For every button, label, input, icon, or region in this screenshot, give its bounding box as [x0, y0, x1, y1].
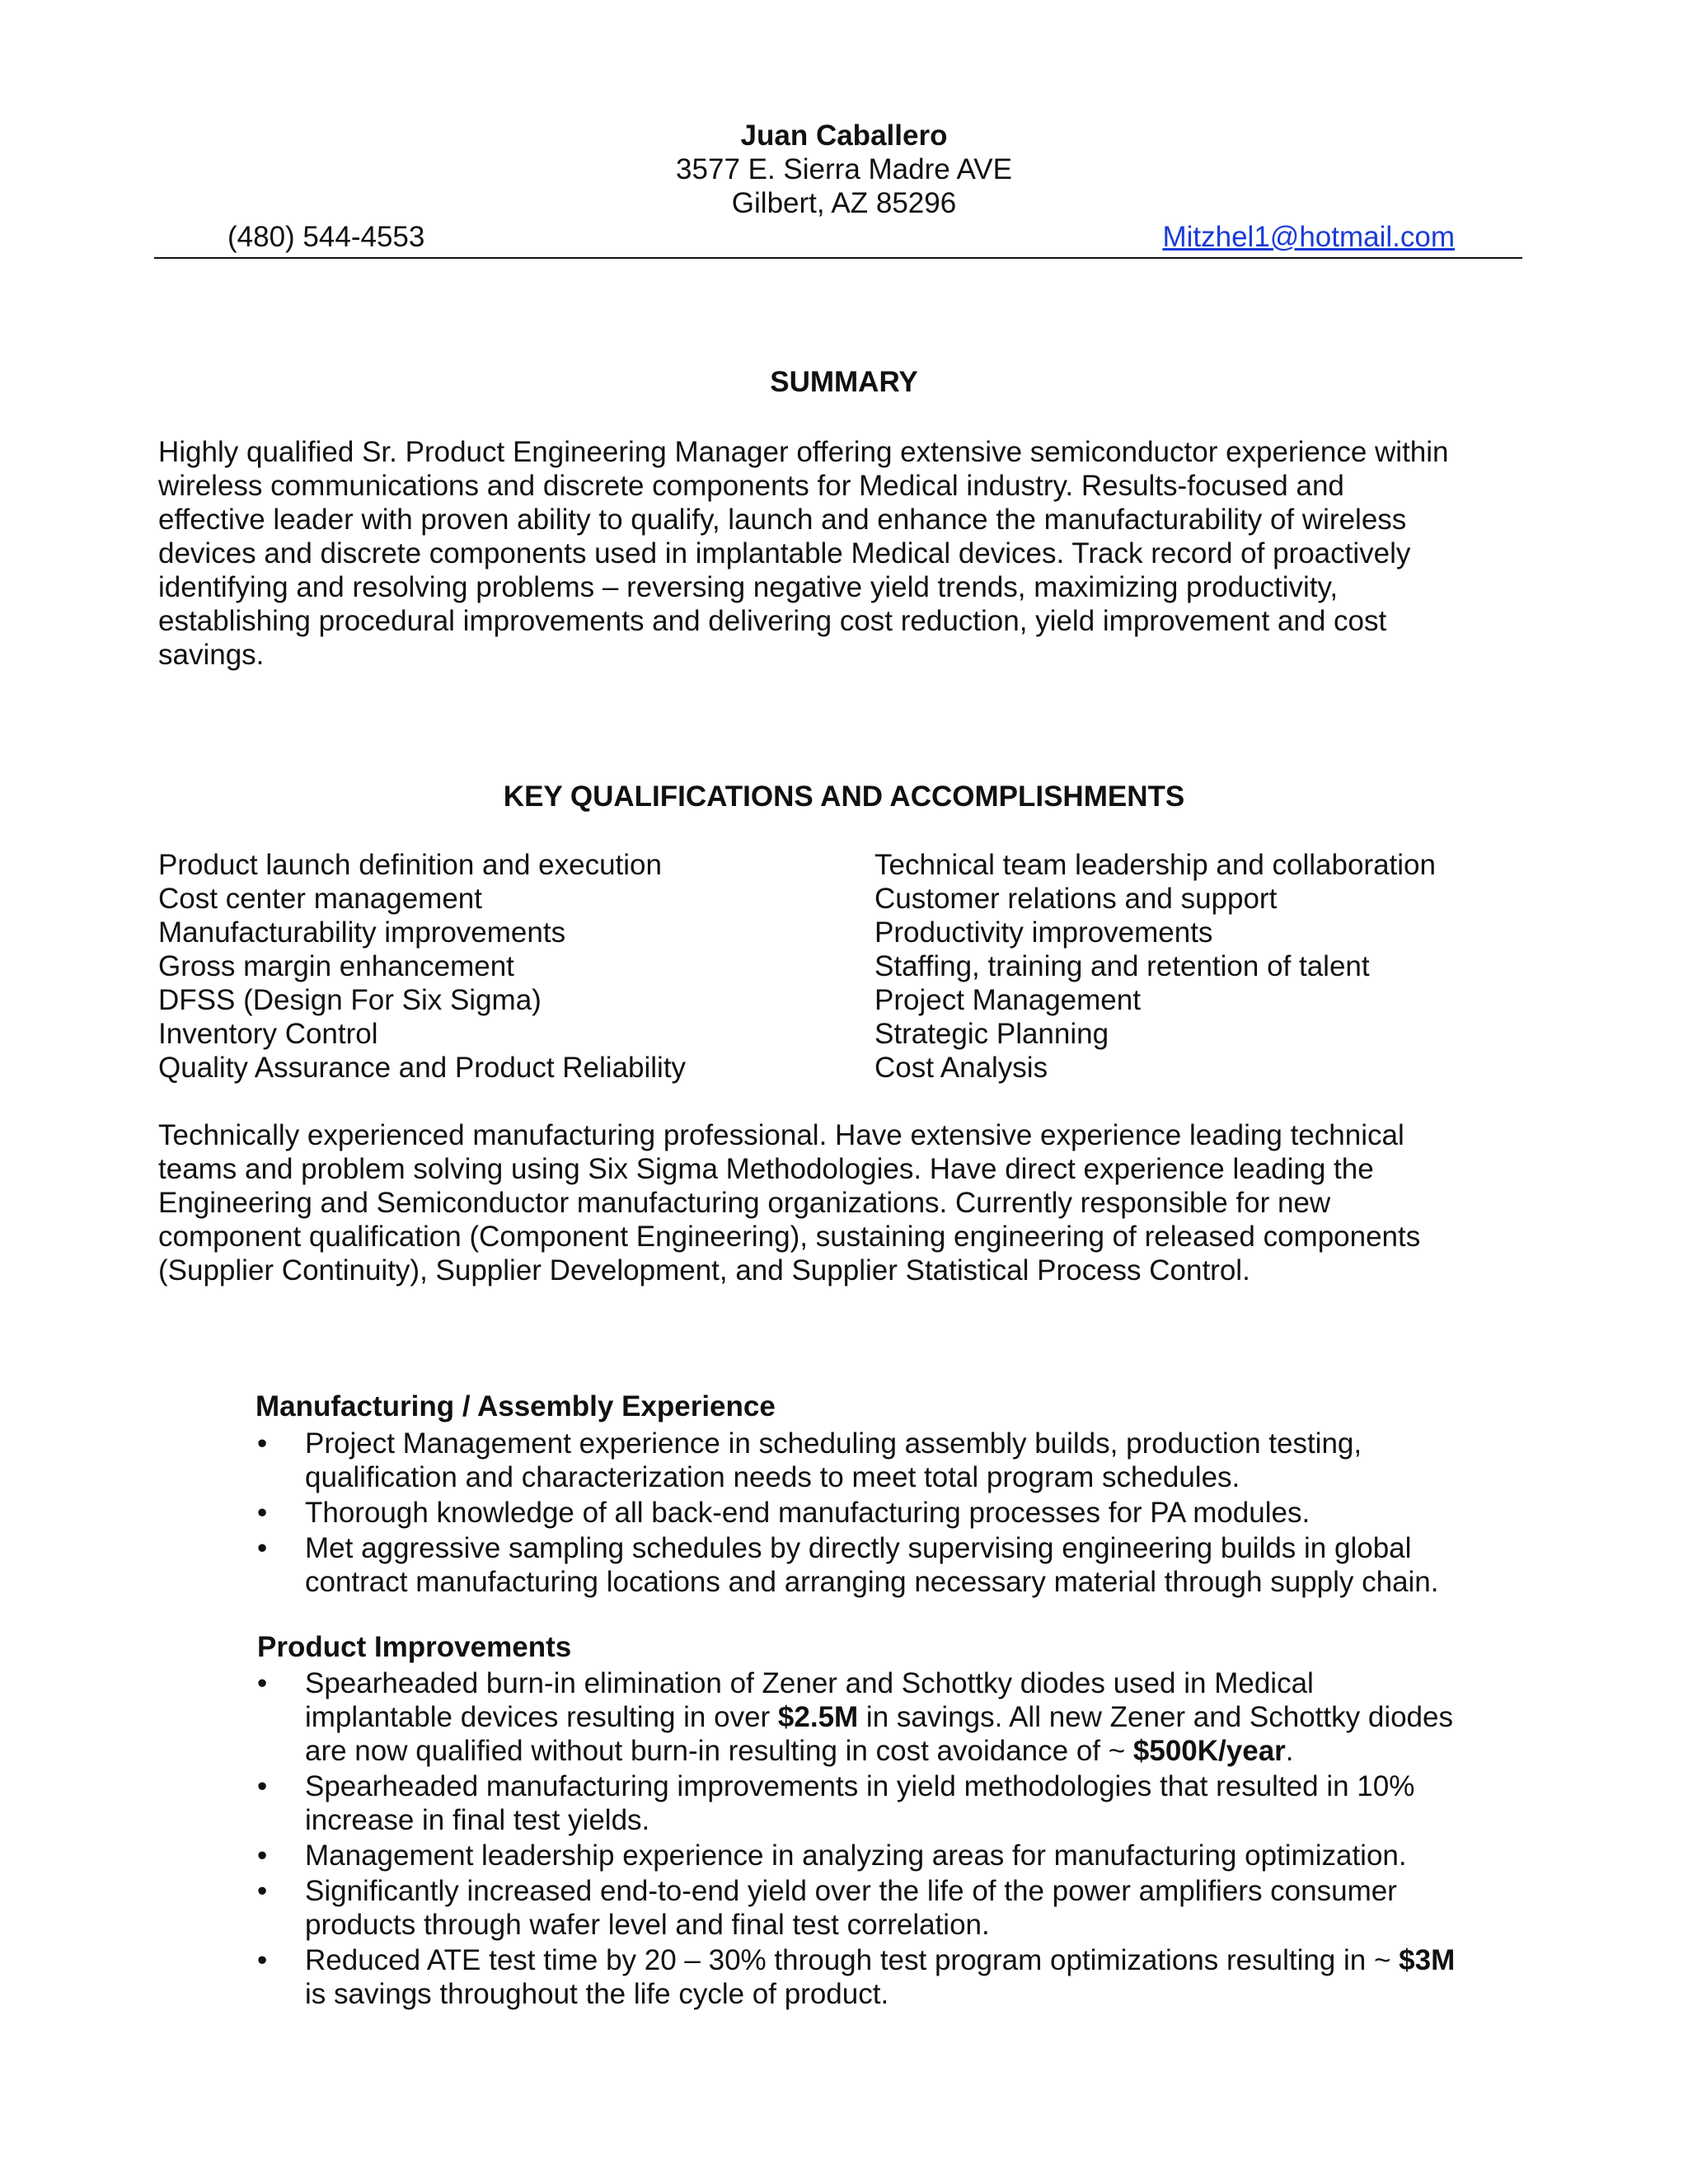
qualification-item: Gross margin enhancement: [158, 950, 514, 982]
summary-line: devices and discrete components used in implantable Medical devices. Track record of proactively: [158, 537, 1411, 569]
bullet-line: [305, 1734, 1541, 1768]
qualification-item: Customer relations and support: [874, 883, 1278, 915]
bullet-icon: •: [257, 1944, 268, 1976]
qualification-item: Cost center management: [158, 883, 482, 915]
qualification-item: Productivity improvements: [874, 916, 1213, 949]
qualification-item: Manufacturability improvements: [158, 916, 566, 949]
list-item: [257, 1666, 1541, 1768]
list-item: [257, 1874, 1541, 1942]
product-improvements-bullet-list: [257, 1666, 1541, 2013]
bullet-icon: •: [257, 1532, 268, 1564]
qualification-item: Strategic Planning: [874, 1018, 1109, 1050]
cost-avoidance-amount: $500K/year: [1132, 1735, 1286, 1767]
savings-amount: $2.5M: [777, 1701, 859, 1733]
list-item: [257, 1839, 1541, 1872]
paragraph-line: Engineering and Semiconductor manufacturing organizations. Currently responsible for new: [158, 1187, 1331, 1219]
bullet-icon: •: [257, 1875, 268, 1907]
list-item: [257, 1496, 1541, 1530]
bullet-icon: •: [257, 1667, 268, 1699]
qualifications-left-column: [158, 848, 686, 1085]
header-divider: [154, 257, 1522, 259]
text-run: .: [1285, 1735, 1294, 1767]
bullet-line: Met aggressive sampling schedules by directly supervising engineering builds in global: [305, 1532, 1412, 1564]
bullet-line: [305, 1700, 1541, 1734]
paragraph-line: (Supplier Continuity), Supplier Development, and Supplier Statistical Process Control.: [158, 1254, 1250, 1286]
text-run: in savings. All new Zener and Schottky diodes: [858, 1701, 1453, 1733]
bullet-line: Project Management experience in scheduling assembly builds, production testing,: [305, 1427, 1362, 1460]
list-item: [257, 1943, 1541, 2011]
qualification-item: Technical team leadership and collaboration: [874, 849, 1436, 881]
bullet-line: Thorough knowledge of all back-end manufacturing processes for PA modules.: [305, 1497, 1311, 1529]
bullet-line: Management leadership experience in analyzing areas for manufacturing optimization.: [305, 1840, 1407, 1872]
bullet-icon: •: [257, 1840, 268, 1872]
list-item: [257, 1531, 1541, 1599]
qualification-item: Staffing, training and retention of talent: [874, 950, 1370, 982]
bullet-line: is savings throughout the life cycle of product.: [305, 1978, 889, 2010]
paragraph-line: component qualification (Component Engineering), sustaining engineering of released components: [158, 1221, 1421, 1253]
bullet-icon: •: [257, 1497, 268, 1529]
bullet-line: contract manufacturing locations and arranging necessary material through supply chain.: [305, 1566, 1439, 1598]
text-run: are now qualified without burn-in resulting in cost avoidance of ~: [305, 1735, 1133, 1767]
address-line-2: Gilbert, AZ 85296: [731, 187, 957, 219]
summary-heading: SUMMARY: [770, 366, 918, 398]
manufacturing-bullet-list: [257, 1427, 1541, 1601]
phone-number: (480) 544-4553: [227, 221, 425, 253]
bullet-line: Significantly increased end-to-end yield over the life of the power amplifiers consumer: [305, 1875, 1397, 1907]
qualification-item: Inventory Control: [158, 1018, 378, 1050]
qualifications-right-column: [874, 848, 1436, 1085]
address-line-1: 3577 E. Sierra Madre AVE: [676, 153, 1012, 185]
manufacturing-heading: Manufacturing / Assembly Experience: [256, 1390, 776, 1422]
summary-line: identifying and resolving problems – reversing negative yield trends, maximizing productivity,: [158, 571, 1339, 603]
summary-line: savings.: [158, 639, 265, 671]
summary-line: effective leader with proven ability to qualify, launch and enhance the manufacturability of wireless: [158, 504, 1407, 536]
text-run: implantable devices resulting in over: [305, 1701, 778, 1733]
qualification-item: Cost Analysis: [874, 1052, 1048, 1084]
bullet-line: qualification and characterization needs to meet total program schedules.: [305, 1461, 1240, 1493]
qualification-item: DFSS (Design For Six Sigma): [158, 984, 542, 1016]
summary-line: wireless communications and discrete components for Medical industry. Results-focused and: [158, 470, 1344, 502]
bullet-icon: •: [257, 1427, 268, 1460]
paragraph-line: Technically experienced manufacturing professional. Have extensive experience leading technical: [158, 1119, 1404, 1151]
qualification-item: Product launch definition and execution: [158, 849, 662, 881]
bullet-line: Spearheaded manufacturing improvements in yield methodologies that resulted in 10%: [305, 1770, 1415, 1802]
bullet-line: Spearheaded burn-in elimination of Zener and Schottky diodes used in Medical: [305, 1667, 1314, 1699]
savings-amount: $3M: [1399, 1944, 1456, 1976]
bullet-line: [305, 1943, 1541, 1977]
bullet-line: increase in final test yields.: [305, 1804, 650, 1836]
experience-paragraph: [158, 1118, 1551, 1287]
summary-line: establishing procedural improvements and delivering cost reduction, yield improvement and cost: [158, 605, 1387, 637]
qualifications-heading: KEY QUALIFICATIONS AND ACCOMPLISHMENTS: [503, 780, 1185, 813]
paragraph-line: teams and problem solving using Six Sigma Methodologies. Have direct experience leading the: [158, 1153, 1374, 1185]
email-link[interactable]: Mitzhel1@hotmail.com: [1162, 221, 1455, 253]
text-run: Reduced ATE test time by 20 – 30% through test program optimizations resulting in ~: [305, 1944, 1400, 1976]
qualification-item: Project Management: [874, 984, 1141, 1016]
qualification-item: Quality Assurance and Product Reliability: [158, 1052, 687, 1084]
summary-line: Highly qualified Sr. Product Engineering Manager offering extensive semiconductor experience within: [158, 436, 1449, 468]
product-improvements-heading: Product Improvements: [257, 1631, 572, 1663]
candidate-name: Juan Caballero: [740, 120, 948, 152]
summary-paragraph: [158, 435, 1551, 672]
list-item: [257, 1769, 1541, 1837]
list-item: [257, 1427, 1541, 1494]
bullet-line: products through wafer level and final test correlation.: [305, 1909, 990, 1941]
bullet-icon: •: [257, 1770, 268, 1802]
